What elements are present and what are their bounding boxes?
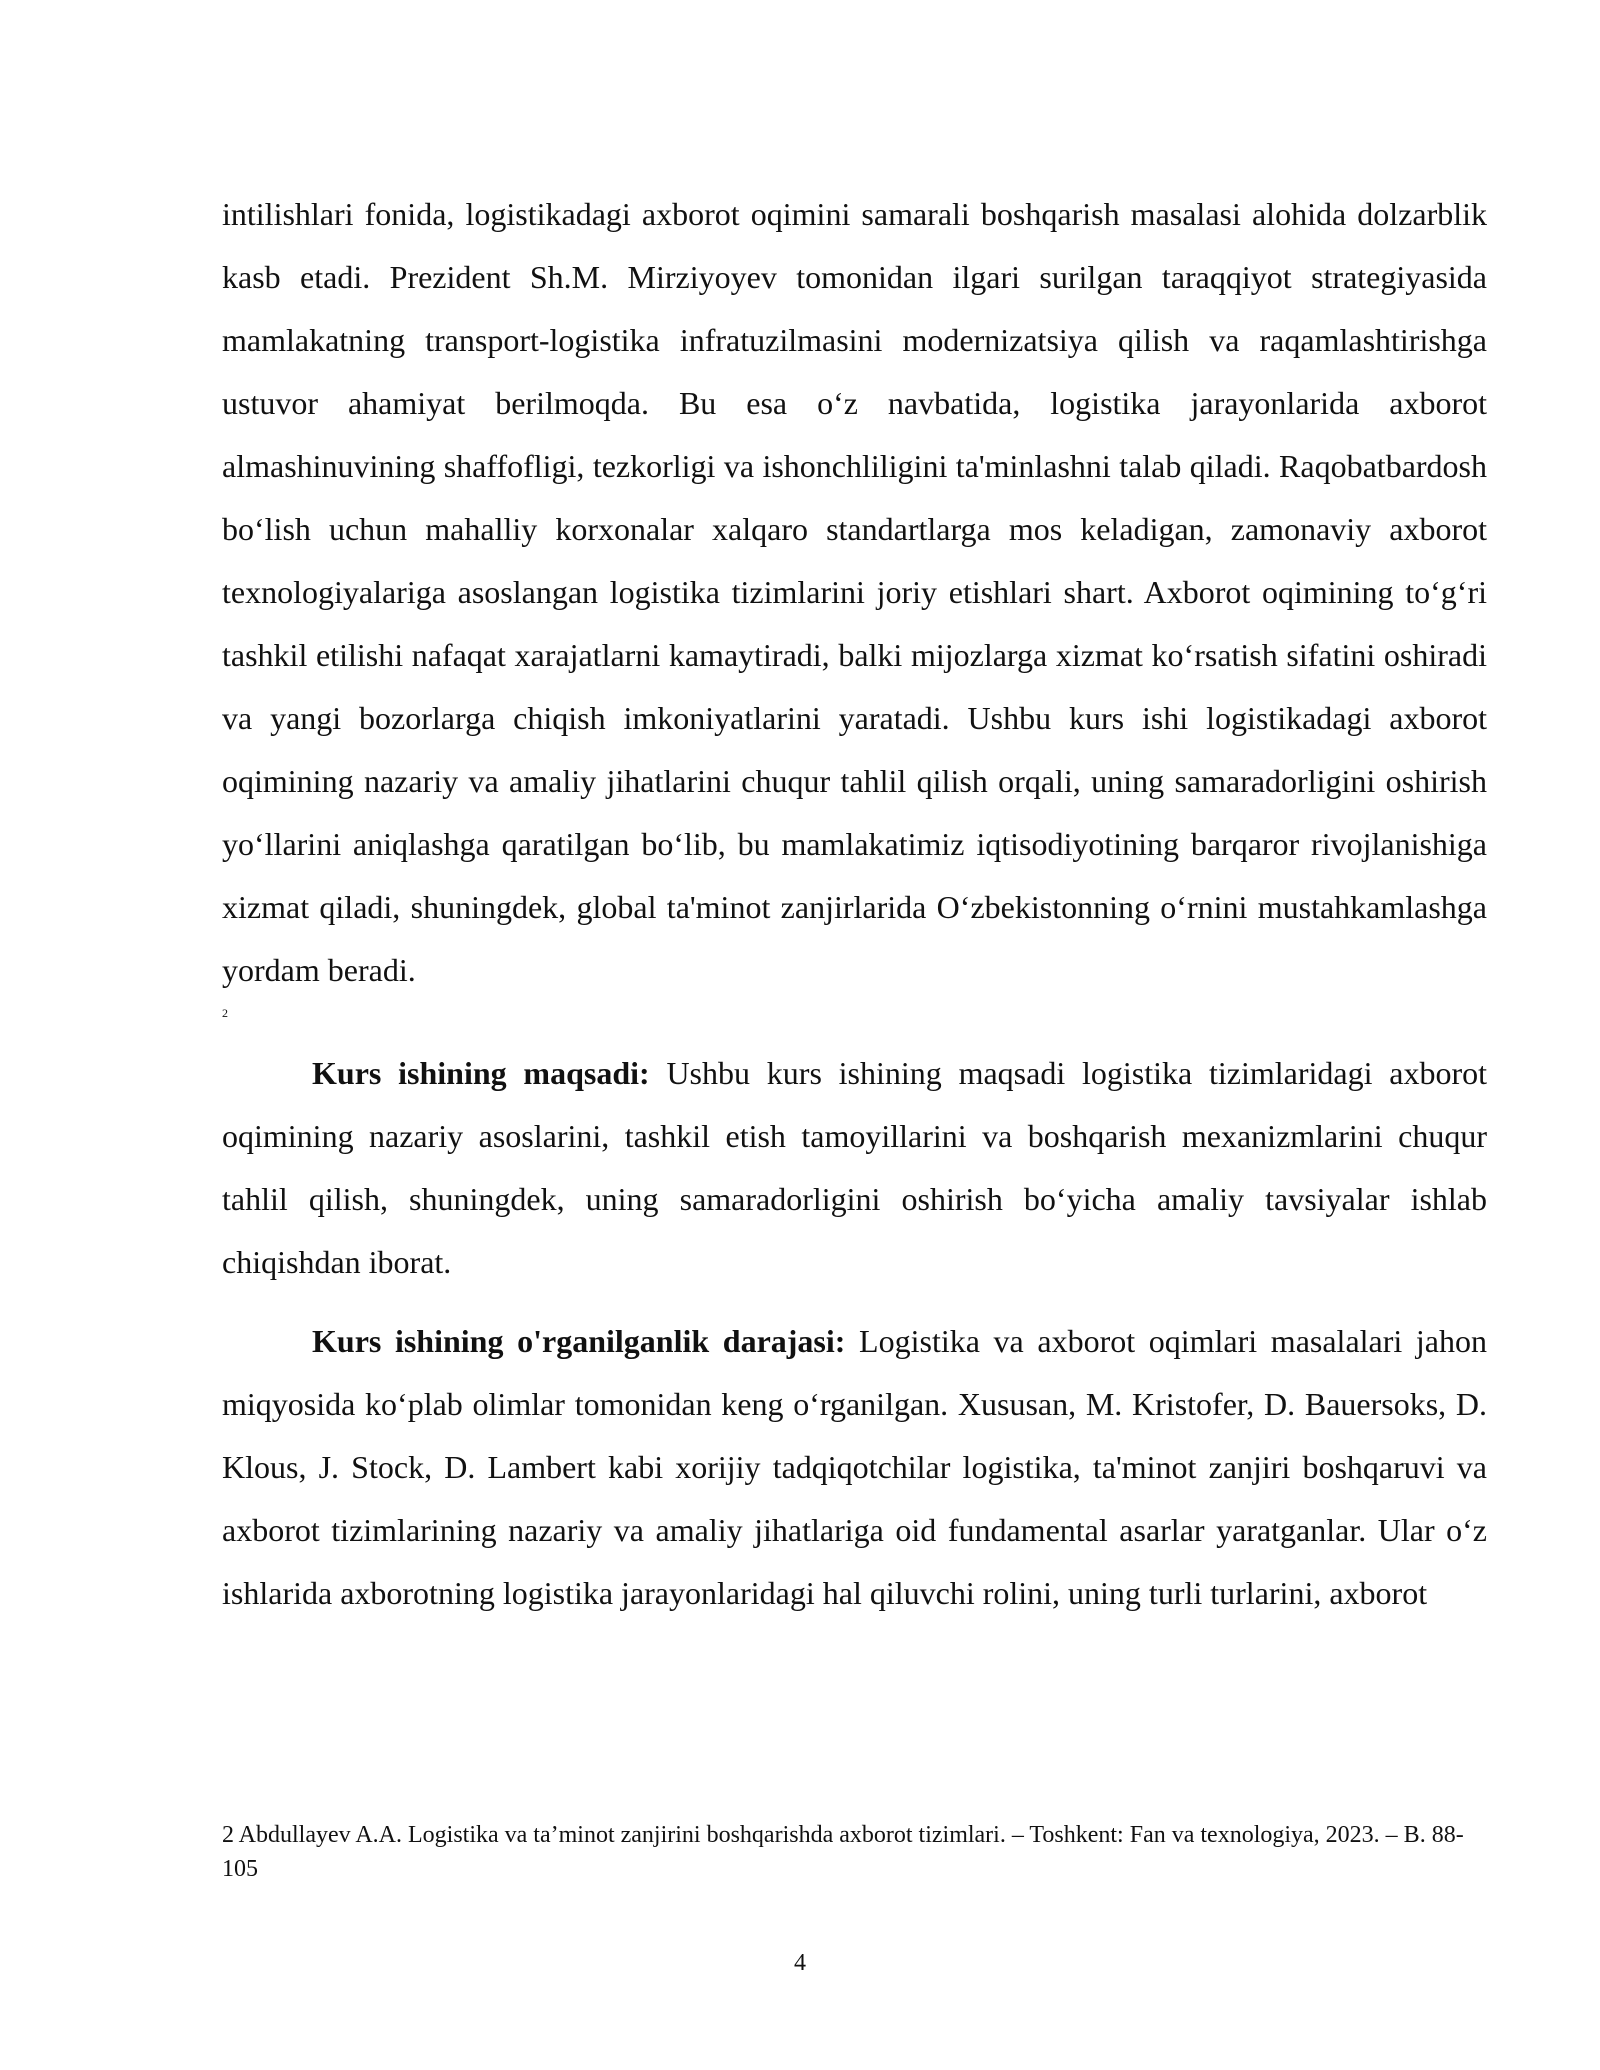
study-level-heading: Kurs ishining o'rganilganlik darajasi: bbox=[312, 1323, 846, 1359]
page-number: 4 bbox=[794, 1950, 806, 1976]
intro-paragraph: intilishlari fonida, logistikadagi axborot oqimini samarali boshqarish masalasi alohida dolzarblik kasb etadi. Prezident Sh.M. Mirziyoyev tomonidan ilgari surilgan taraqqiyot strategiyasida mamlakatning transport-logistika infratuzilmasini modernizatsiya qilish va raqamlashtirishga ustuvor ahamiyat berilmoqda. Bu esa o‘z navbatida, logistika jarayonlarida axborot almashinuvining shaffofligi, tezkorligi va ishonchliligini ta'minlashni talab qiladi. Raqobatbardosh bo‘lish uchun mahalliy korxonalar xalqaro standartlarga mos keladigan, zamonaviy axborot texnologiyalariga asoslangan logistika tizimlarini joriy etishlari shart. Axborot oqimining to‘g‘ri tashkil etilishi nafaqat xarajatlarni kamaytiradi, balki mijozlarga xizmat ko‘rsatish sifatini oshiradi va yangi bozorlarga chiqish imkoniyatlarini yaratadi. Ushbu kurs ishi logistikadagi axborot oqimining nazariy va amaliy jihatlarini chuqur tahlil qilish orqali, uning samaradorligini oshirish yo‘llarini aniqlashga qaratilgan bo‘lib, bu mamlakatimiz iqtisodiyotining barqaror rivojlanishiga xizmat qiladi, shuningdek, global ta'minot zanjirlarida O‘zbekistonning o‘rnini mustahkamlashga yordam beradi. bbox=[222, 196, 1487, 988]
study-level-text: Logistika va axborot oqimlari masalalari jahon miqyosida ko‘plab olimlar tomonidan keng o‘rganilgan. Xususan, M. Kristofer, D. Bauersoks, D. Klous, J. Stock, D. Lambert kabi xorijiy tadqiqotchilar logistika, ta'minot zanjiri boshqaruvi va axborot tizimlarining nazariy va amaliy jihatlariga oid fundamental asarlar yaratganlar. Ular o‘z ishlarida axborotning logistika jarayonlaridagi hal qiluvchi rolini, uning turli turlarini, axborot bbox=[222, 1323, 1488, 1611]
goal-heading: Kurs ishining maqsadi: bbox=[312, 1055, 650, 1091]
study-level-paragraph bbox=[222, 1310, 1487, 1625]
goal-text: Ushbu kurs ishining maqsadi logistika tizimlaridagi axborot oqimining nazariy asoslarini, tashkil etish tamoyillarini va boshqarish mexanizmlarini chuqur tahlil qilish, shuningdek, uning samaradorligini oshirish bo‘yicha amaliy tavsiyalar ishlab chiqishdan iborat. bbox=[222, 1055, 1488, 1280]
footnote-reference-marker: 2 bbox=[222, 1006, 228, 1020]
main-text bbox=[222, 183, 1487, 1625]
goal-paragraph bbox=[222, 1042, 1487, 1294]
footnote: 2 Abdullayev A.A. Logistika va ta’minot zanjirini boshqarishda axborot tizimlari. – Toshkent: Fan va texnologiya, 2023. – B. 88-105 bbox=[222, 1822, 1464, 1882]
